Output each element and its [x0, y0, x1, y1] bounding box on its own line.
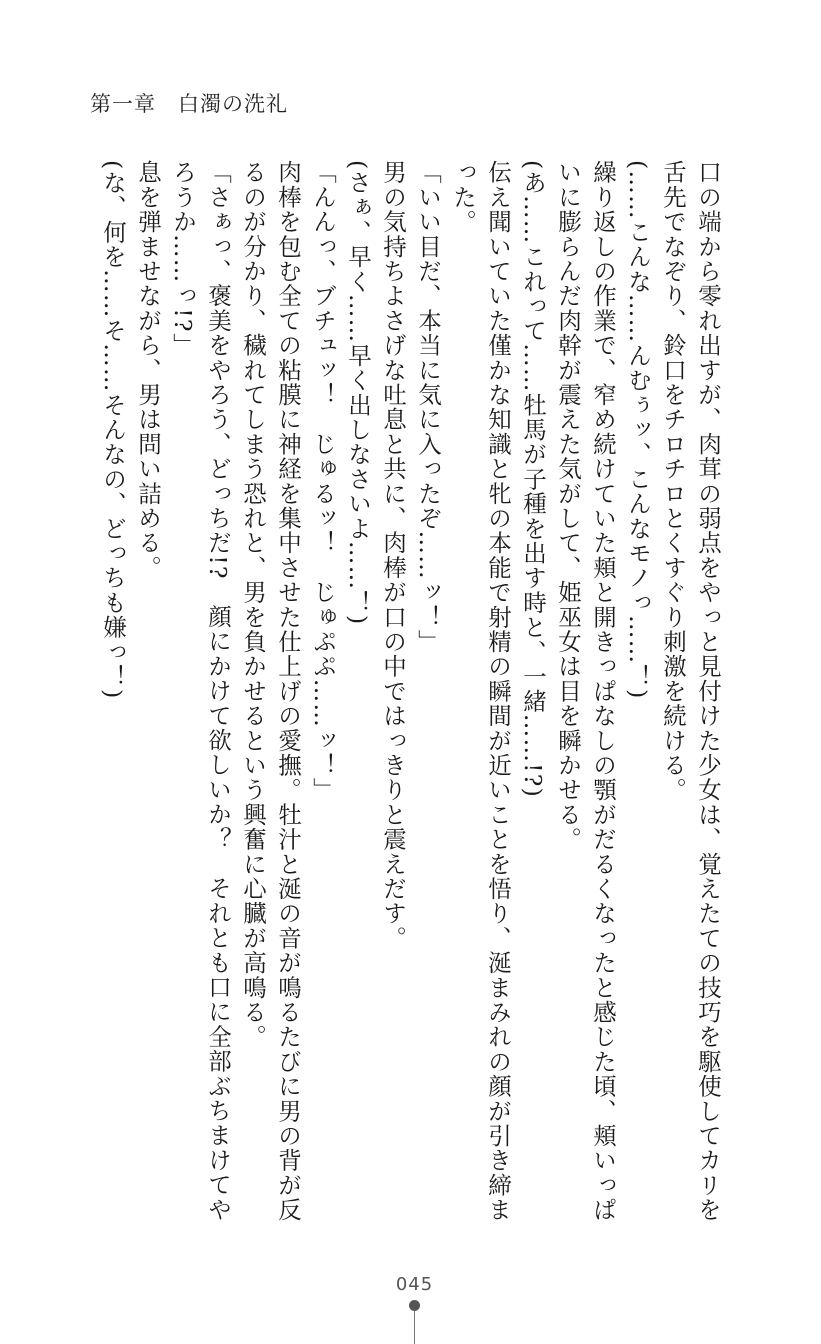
- paragraph: (さぁ、早く……早く出しなさいよ……！): [344, 160, 372, 626]
- vertical-body-text: [75, 160, 725, 1240]
- paragraph: 繰り返しの作業で、窄め続けていた頬と開きっぱなしの顎がだるくなったと感じた頃、頬いっぱいに膨らんだ肉幹が震えた気がして、姫巫女は目を瞬かせる。: [554, 160, 617, 1223]
- paragraph: 伝え聞いていた僅かな知識と牝の本能で射精の瞬間が近いことを悟り、涎まみれの顔が引き締まった。: [449, 160, 512, 1223]
- paragraph: 男の気持ちよさげな吐息と共に、肉棒が口の中ではっきりと震えだす。: [379, 160, 407, 951]
- paragraph: (……こんな……んむぅッ、こんなモノっ……！): [624, 160, 652, 700]
- paragraph: (あ……これって……牡馬が子種を出す時と、一緒……!?): [519, 160, 547, 798]
- folio-line-ornament: [414, 1311, 415, 1344]
- folio-dot-ornament: [409, 1300, 420, 1311]
- paragraph: 口の端から零れ出すが、肉茸の弱点をやっと見付けた少女は、覚えたての技巧を駆使してカリを舌先でなぞり、鈴口をチロチロとくすぐり刺激を続ける。: [659, 160, 722, 1223]
- paragraph: 肉棒を包む全ての粘膜に神経を集中させた仕上げの愛撫。牡汁と涎の音が鳴るたびに男の背が反るのが分かり、穢れてしまう恐れと、男を負かせるという興奮に心臓が高鳴る。: [239, 160, 302, 1223]
- paragraph: 息を弾ませながら、男は問い詰める。: [134, 160, 162, 580]
- paragraph: 「いい目だ、本当に気に入ったぞ……ッ！」: [414, 160, 442, 654]
- page-number: 045: [395, 1274, 434, 1295]
- paragraph: (な、何を……そ……そんなの、どっちも嫌っ！): [99, 160, 127, 700]
- paragraph: 「さぁっ、褒美をやろう、どっちだ!? 顔にかけて欲しいか？ それとも口に全部ぶちまけてやろうか……っ!?」: [169, 160, 232, 1222]
- paragraph: 「んんっ、ブチュッ！ じゅるッ！ じゅぷぷ……ッ！」: [309, 160, 337, 803]
- running-header-chapter-title: 第一章 白濁の洗礼: [90, 92, 288, 116]
